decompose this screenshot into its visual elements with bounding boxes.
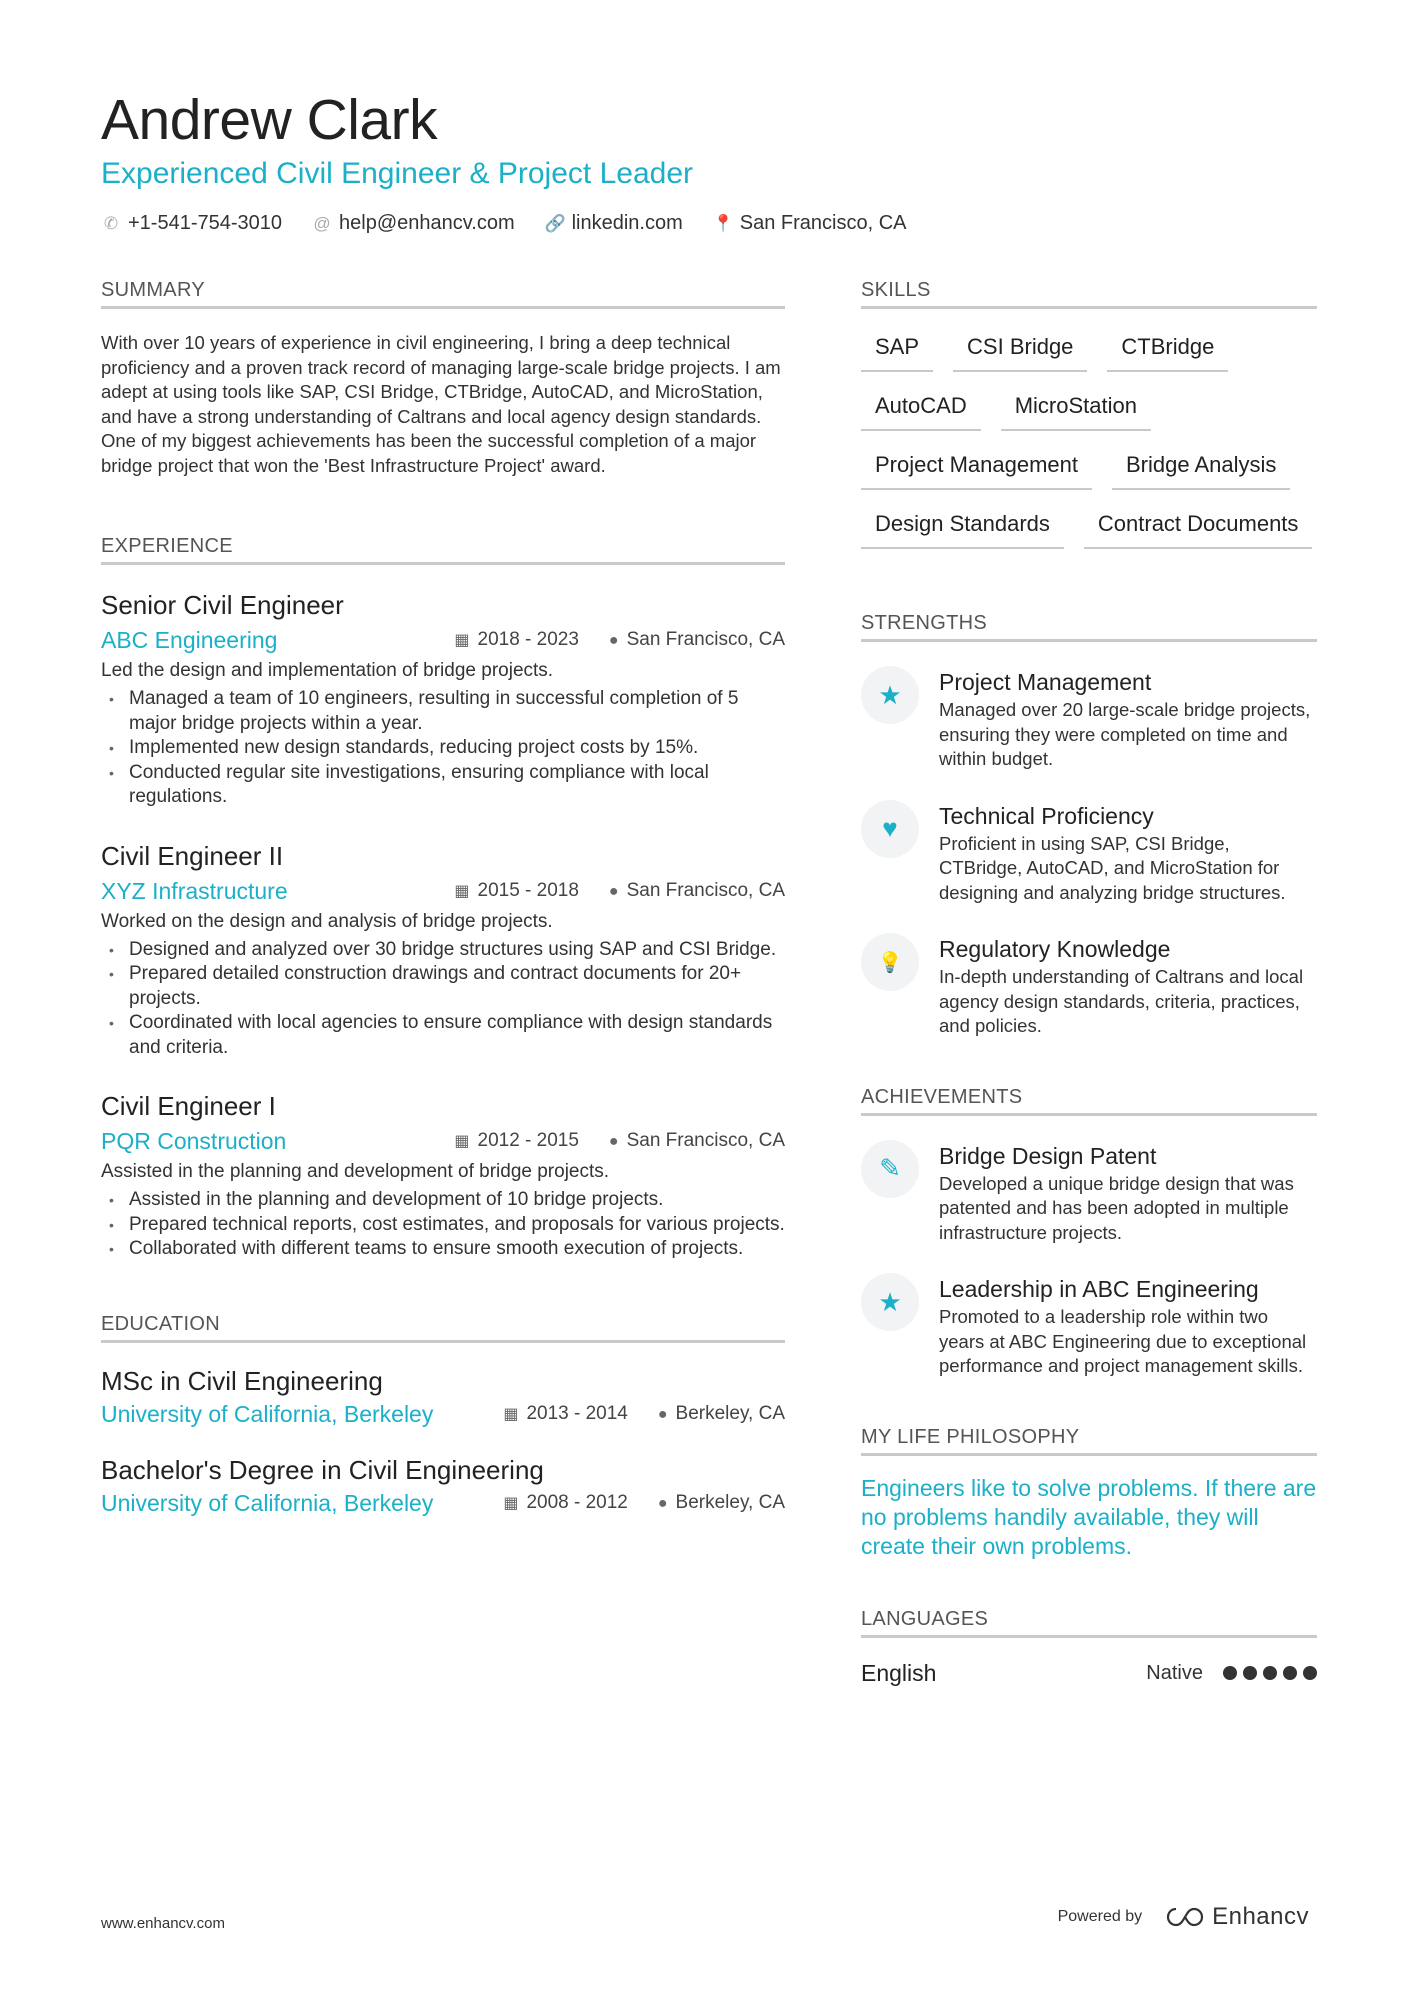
school-name: University of California, Berkeley — [101, 1489, 434, 1516]
calendar-icon: ▦ — [503, 1406, 519, 1423]
degree-title: MSc in Civil Engineering — [101, 1365, 383, 1396]
skill-tag: AutoCAD — [861, 382, 981, 431]
philosophy-heading: MY LIFE PHILOSOPHY — [861, 1425, 1317, 1456]
enhancv-logo[interactable] — [1166, 1903, 1309, 1931]
strength-title: Project Management — [939, 669, 1152, 695]
achievement-title: Leadership in ABC Engineering — [939, 1276, 1259, 1302]
strength-title: Technical Proficiency — [939, 802, 1154, 829]
powered-by-label: Powered by — [1057, 1908, 1143, 1925]
strengths-heading: STRENGTHS — [861, 611, 1317, 642]
job-company: PQR Construction — [101, 1128, 287, 1154]
achievement-description: Promoted to a leadership role within two years at ABC Engineering due to exceptional performance and project management skills. — [939, 1306, 1307, 1376]
star-icon: ★ — [861, 666, 919, 724]
contact-linkedin-text: linkedin.com — [571, 212, 683, 234]
education-heading: EDUCATION — [101, 1312, 785, 1343]
philosophy-quote: Engineers like to solve problems. If there are no problems handily available, they will create their own problems. — [861, 1474, 1317, 1559]
lightbulb-icon: 💡 — [861, 933, 919, 991]
strength-item — [861, 933, 1317, 1039]
contact-phone-text: +1-541-754-3010 — [128, 212, 283, 234]
skill-tag: MicroStation — [1001, 382, 1151, 431]
skill-tag: Bridge Analysis — [1112, 441, 1290, 490]
experience-entry — [101, 840, 785, 1061]
candidate-name: Andrew Clark — [101, 88, 438, 152]
skills-list — [861, 323, 1317, 559]
degree-title: Bachelor's Degree in Civil Engineering — [101, 1454, 544, 1485]
location-icon: 📍 — [712, 213, 734, 233]
strength-item — [861, 800, 1317, 906]
contact-email-text: help@enhancv.com — [339, 212, 515, 234]
location-icon: ● — [657, 1406, 668, 1423]
enhancv-logo-text: Enhancv — [1212, 1903, 1309, 1930]
achievement-item — [861, 1140, 1317, 1246]
job-description: Assisted in the planning and development of bridge projects. — [101, 1161, 610, 1182]
skill-tag: Project Management — [861, 441, 1092, 490]
skill-tag: SAP — [861, 323, 933, 372]
experience-entry — [101, 1090, 785, 1262]
job-role: Civil Engineer I — [101, 1091, 276, 1121]
list-item: • Prepared detailed construction drawings and contract documents for 20+ projects. — [101, 962, 785, 1011]
location-icon: ● — [657, 1495, 668, 1512]
rating-dot — [1223, 1666, 1237, 1680]
job-location: ● San Francisco, CA — [608, 879, 785, 901]
edu-location: ● Berkeley, CA — [657, 1492, 785, 1513]
strength-description: Managed over 20 large-scale bridge projects, ensuring they were completed on time and within budget. — [939, 699, 1311, 769]
job-bullets — [101, 1188, 785, 1262]
strength-title: Regulatory Knowledge — [939, 936, 1171, 962]
school-name: University of California, Berkeley — [101, 1400, 434, 1427]
enhancv-logo-icon — [1166, 1906, 1204, 1928]
achievement-title: Bridge Design Patent — [939, 1142, 1157, 1169]
location-icon: ● — [608, 632, 619, 649]
star-icon: ★ — [861, 1273, 919, 1331]
job-role: Senior Civil Engineer — [101, 590, 344, 620]
list-item: • Designed and analyzed over 30 bridge structures using SAP and CSI Bridge. — [101, 938, 785, 963]
job-company: ABC Engineering — [101, 627, 278, 653]
footer-branding — [1058, 1903, 1309, 1931]
rating-dot — [1243, 1666, 1257, 1680]
education-entry — [101, 1365, 785, 1428]
job-dates: ▦ 2012 - 2015 — [454, 1130, 579, 1151]
strength-item — [861, 666, 1317, 772]
job-location: ● San Francisco, CA — [608, 629, 785, 650]
summary-heading: SUMMARY — [101, 278, 785, 309]
edu-location: ● Berkeley, CA — [657, 1403, 785, 1424]
at-icon: @ — [313, 213, 331, 233]
job-dates: ▦ 2015 - 2018 — [454, 879, 579, 901]
skill-tag: CSI Bridge — [953, 323, 1087, 372]
language-rating — [1223, 1666, 1317, 1680]
language-item — [861, 1660, 1317, 1687]
location-icon: ● — [608, 1133, 619, 1150]
achievement-description: Developed a unique bridge design that was patented and has been adopted in multiple infrastructure projects. — [939, 1172, 1294, 1243]
language-level: Native — [1146, 1661, 1203, 1684]
job-role: Civil Engineer II — [101, 840, 284, 871]
contact-list — [101, 212, 1321, 235]
experience-heading: EXPERIENCE — [101, 534, 785, 565]
edu-dates: ▦ 2013 - 2014 — [503, 1403, 628, 1424]
left-column — [101, 278, 785, 1517]
job-location: ● San Francisco, CA — [608, 1130, 785, 1151]
footer-website[interactable]: www.enhancv.com — [101, 1915, 225, 1932]
list-item: • Prepared technical reports, cost estimates, and proposals for various projects. — [101, 1213, 785, 1238]
phone-icon: ✆ — [103, 213, 119, 233]
skill-tag: Contract Documents — [1084, 500, 1313, 549]
calendar-icon: ▦ — [503, 1495, 519, 1512]
list-item: • Implemented new design standards, reducing project costs by 15%. — [101, 736, 785, 761]
right-column — [861, 278, 1317, 1687]
language-name: English — [861, 1659, 937, 1686]
location-icon: ● — [608, 882, 619, 900]
job-bullets — [101, 938, 785, 1061]
job-description: Led the design and implementation of bridge projects. — [101, 660, 554, 681]
list-item: • Coordinated with local agencies to ensure compliance with design standards and criteria. — [101, 1011, 785, 1060]
list-item: • Collaborated with different teams to ensure smooth execution of projects. — [101, 1237, 785, 1262]
list-item: • Assisted in the planning and development of 10 bridge projects. — [101, 1188, 785, 1213]
edu-dates: ▦ 2008 - 2012 — [503, 1492, 628, 1513]
skill-tag: Design Standards — [861, 500, 1064, 549]
link-icon: 🔗 — [544, 213, 566, 233]
contact-phone[interactable] — [101, 212, 282, 235]
skills-heading: SKILLS — [861, 278, 1317, 309]
calendar-icon: ▦ — [454, 632, 470, 649]
calendar-icon: ▦ — [454, 882, 470, 900]
rating-dot — [1303, 1666, 1317, 1680]
contact-location — [713, 212, 907, 235]
job-bullets — [101, 687, 785, 810]
skill-tag: CTBridge — [1107, 323, 1228, 372]
job-company: XYZ Infrastructure — [101, 877, 288, 904]
achievement-item — [861, 1273, 1317, 1379]
achievements-heading: ACHIEVEMENTS — [861, 1085, 1317, 1116]
languages-heading: LANGUAGES — [861, 1607, 1317, 1638]
magic-wand-icon: ✎ — [861, 1140, 919, 1198]
strength-description: Proficient in using SAP, CSI Bridge, CTBridge, AutoCAD, and MicroStation for designing and analyzing bridge structures. — [939, 832, 1286, 903]
contact-linkedin[interactable] — [545, 212, 683, 235]
contact-email[interactable] — [312, 212, 515, 235]
job-description: Worked on the design and analysis of bridge projects. — [101, 910, 553, 932]
rating-dot — [1283, 1666, 1297, 1680]
candidate-title: Experienced Civil Engineer & Project Leader — [101, 157, 693, 190]
contact-location-text: San Francisco, CA — [739, 212, 907, 234]
strength-description: In-depth understanding of Caltrans and local agency design standards, criteria, practices, and policies. — [939, 966, 1304, 1036]
heart-icon: ♥ — [861, 800, 919, 858]
summary-text: With over 10 years of experience in civil engineering, I bring a deep technical proficiency and a proven track record of managing large-scale bridge projects. I am adept at using tools like SAP, CSI Bridge, CTBridge, AutoCAD, and MicroStation, and have a strong understanding of Caltrans and local agency design standards. One of my biggest achievements has been the successful completion of a major bridge project that won the 'Best Infrastructure Project' award. — [101, 332, 781, 476]
resume-header — [101, 88, 1321, 235]
rating-dot — [1263, 1666, 1277, 1680]
calendar-icon: ▦ — [454, 1133, 470, 1150]
list-item: • Conducted regular site investigations, ensuring compliance with local regulations. — [101, 761, 785, 810]
job-dates: ▦ 2018 - 2023 — [454, 629, 579, 650]
education-entry — [101, 1454, 785, 1517]
list-item: • Managed a team of 10 engineers, resulting in successful completion of 5 major bridge projects within a year. — [101, 687, 785, 736]
experience-entry — [101, 589, 785, 810]
